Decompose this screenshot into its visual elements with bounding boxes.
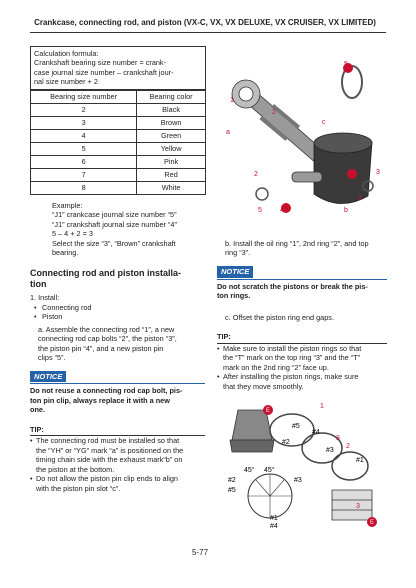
tip-item [217, 344, 387, 372]
example-line: “J1” crankshaft journal size number “4” [52, 219, 177, 229]
tip-item [217, 372, 387, 391]
page-header: Crankcase, connecting rod, and piston (VX-C, VX, VX DELUXE, VX CRUISER, VX LIMITED) [34, 18, 376, 27]
notice-line: ton rings. [217, 291, 251, 301]
tip-line: the “T” mark on the top ring “3” and the “T” [223, 353, 361, 363]
step-install: 1. Install: [30, 293, 60, 303]
bearing-table [30, 90, 206, 195]
callout-label: 45° [264, 467, 275, 474]
table-header-row [31, 90, 206, 103]
step-assemble [30, 325, 205, 363]
table-row [31, 116, 206, 129]
page-number: 5-77 [192, 548, 209, 557]
table-cell: Red [137, 168, 206, 181]
bullet-item: • Piston [30, 312, 205, 321]
notice-text [30, 383, 205, 414]
notice-line: ton pin clip, always replace it with a new [30, 395, 170, 405]
ring-shape [270, 414, 314, 446]
tip-line: • Make sure to install the piston rings so that [223, 343, 362, 353]
table-row [31, 103, 206, 116]
step-c: c. Offset the piston ring end gaps. [225, 312, 334, 322]
table-header: Bearing size number [31, 90, 137, 103]
callout-label: 3 [376, 169, 380, 176]
table-cell: 3 [31, 116, 137, 129]
step-b-line: ring “3”. [225, 248, 251, 258]
table-row [31, 155, 206, 168]
piston-ring-figure [222, 400, 384, 528]
step-assemble-line: a. Assemble the connecting rod “1”, a new [38, 324, 175, 334]
table-cell: Black [137, 103, 206, 116]
tip-line: • After installing the piston rings, make sure [223, 372, 359, 382]
tip-label: TIP: [217, 332, 387, 343]
callout-label: 2 [346, 443, 350, 450]
formula-line: case journal size number – crankshaft jour- [34, 67, 174, 77]
callout-label: 3 [358, 195, 362, 202]
callout-label: #3 [326, 447, 334, 454]
callout-label: 4 [280, 207, 284, 214]
red-marker-icon [347, 169, 357, 179]
table-cell: 8 [31, 181, 137, 194]
table-header: Bearing color [137, 90, 206, 103]
tip-line: • The connecting rod must be installed so that [36, 436, 180, 446]
tip-label: TIP: [30, 425, 205, 436]
callout-label: #1 [270, 515, 278, 522]
step-assemble-line: the piston pin “4”, and a new piston pin [38, 343, 164, 353]
table-row [31, 168, 206, 181]
left-column [30, 46, 205, 493]
table-cell: Brown [137, 116, 206, 129]
table-row [31, 129, 206, 142]
example-block [52, 201, 205, 258]
table-cell: 5 [31, 142, 137, 155]
callout-label: #4 [312, 429, 320, 436]
callout-label: E [266, 408, 271, 414]
tip-item [30, 436, 205, 474]
table-cell: Yellow [137, 142, 206, 155]
callout-label: #4 [270, 523, 278, 528]
table-row [31, 142, 206, 155]
clip-shape [256, 188, 268, 200]
tip-line: with the piston pin slot “c”. [36, 483, 121, 493]
table-cell: 4 [31, 129, 137, 142]
tip-line: mark on the 2nd ring “2” face up. [223, 362, 329, 372]
notice-line: Do not reuse a connecting rod cap bolt, pis- [30, 386, 183, 396]
callout-label: 5 [258, 207, 262, 214]
piston-rod-figure [222, 54, 384, 224]
step-b [217, 239, 387, 258]
tip-line: timing chain side with the exhaust mark“b” on [36, 455, 183, 465]
formula-line: nal size number + 2 [34, 77, 98, 87]
callout-label: 1 [230, 97, 234, 104]
notice-line: Do not scratch the pistons or break the pis- [217, 281, 368, 291]
callout-label: #5 [292, 423, 300, 430]
callout-label: c [322, 119, 326, 126]
formula-box [30, 46, 206, 90]
callout-label: #3 [294, 477, 302, 484]
table-cell: 2 [31, 103, 137, 116]
formula-line: Crankshaft bearing size number = crank- [34, 58, 167, 68]
callout-label: #2 [282, 439, 290, 446]
callout-label: E [370, 520, 375, 526]
piston-pin-shape [292, 172, 322, 182]
tip-line: the piston at the bottom. [36, 464, 115, 474]
section-title-line: tion [30, 279, 47, 290]
bullet-item: • Connecting rod [30, 303, 205, 312]
callout-label: 45° [244, 467, 255, 474]
notice-badge: NOTICE [217, 266, 253, 278]
callout-label: 2 [272, 109, 276, 116]
section-title [30, 268, 205, 291]
tip-line: • Do not allow the piston pin clip ends to align [36, 474, 178, 484]
callout-label: b [344, 207, 348, 214]
table-cell: White [137, 181, 206, 194]
tip-item [30, 474, 205, 493]
callout-label: 2 [254, 171, 258, 178]
callout-label: #5 [228, 487, 236, 494]
table-row [31, 181, 206, 194]
notice-text [217, 279, 387, 301]
example-line: bearing. [52, 248, 79, 258]
callout-label: 5 [344, 61, 348, 68]
table-cell: 7 [31, 168, 137, 181]
section-title-line: Connecting rod and piston installa- [30, 267, 182, 278]
right-column [217, 236, 387, 391]
callout-label: 3 [336, 435, 340, 442]
callout-label: a [226, 129, 230, 136]
callout-label: #2 [228, 477, 236, 484]
step-assemble-line: connecting rod cap bolts “2”, the piston “3”, [38, 334, 177, 344]
callout-label: 3 [356, 503, 360, 510]
callout-label: #1 [356, 457, 364, 464]
piston-ring-groove-shape [230, 440, 274, 452]
tip-line: the “YH” or “YG” mark “a” is positioned on the [36, 445, 184, 455]
table-cell: Pink [137, 155, 206, 168]
example-line: Select the size “3”, “Brown” crankshaft [52, 238, 176, 248]
rod-big-end-hole [239, 87, 253, 101]
step-assemble-line: clips “5”. [38, 353, 66, 363]
formula-line: Calculation formula: [34, 49, 99, 58]
example-line: “J1” crankcase journal size number “5” [52, 210, 177, 220]
table-cell: 6 [31, 155, 137, 168]
callout-label: 1 [320, 403, 324, 410]
tip-line: that they move smoothly. [223, 381, 304, 391]
axis-line [270, 480, 284, 496]
table-cell: Green [137, 129, 206, 142]
axis-line [256, 480, 270, 496]
step-b-line: b. Install the oil ring “1”, 2nd ring “2”, and top [225, 239, 369, 248]
example-line: 5 – 4 + 2 = 3 [52, 229, 93, 239]
ring-stack-shape [332, 490, 372, 520]
example-line: Example: [52, 200, 83, 210]
notice-badge: NOTICE [30, 371, 66, 383]
notice-line: one. [30, 405, 45, 415]
header-rule [30, 32, 386, 33]
piston-crown-shape [314, 133, 372, 153]
